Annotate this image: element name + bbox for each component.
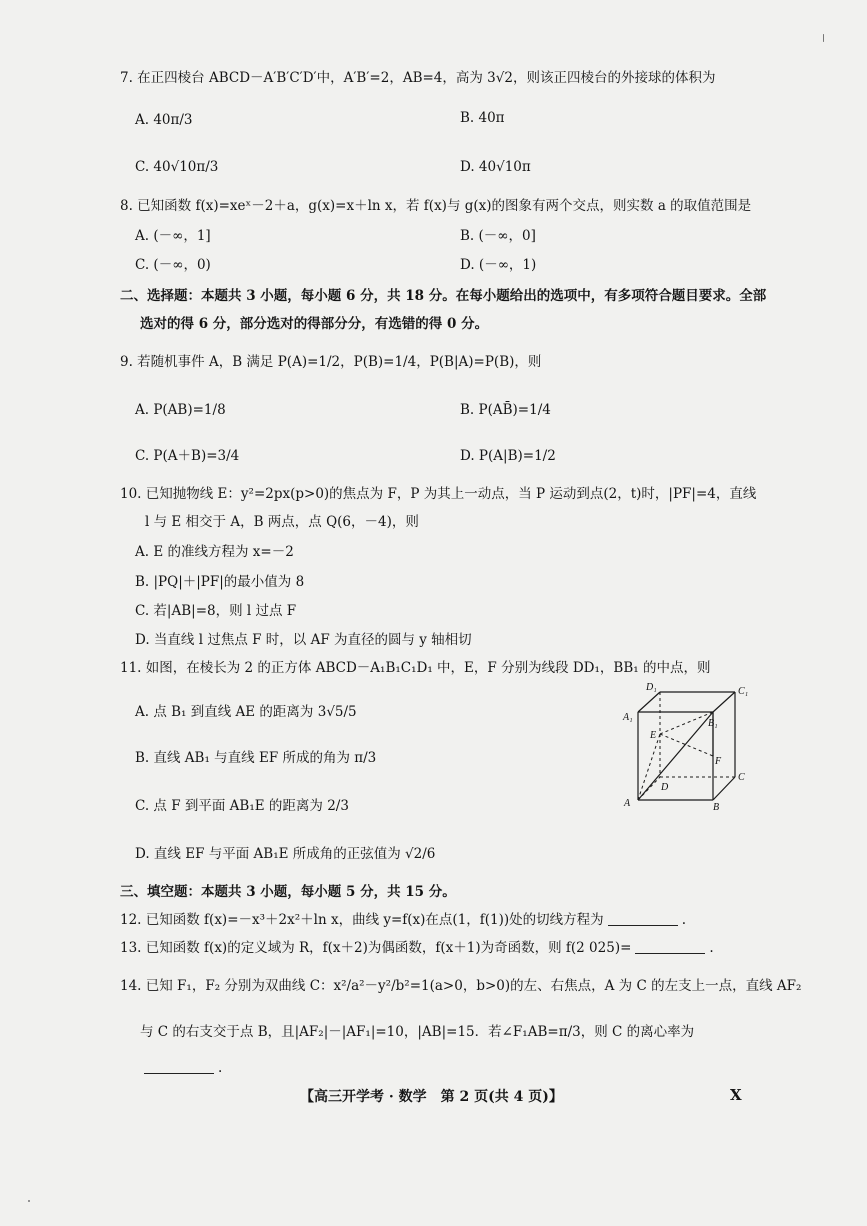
q8-option-a: A. (－∞，1] [135,228,211,244]
q13-answer-blank [635,939,705,954]
q9-option-a: A. P(AB)=1/8 [135,402,226,418]
q12-answer-blank [608,911,678,926]
q11-option-c: C. 点 F 到平面 AB₁E 的距离为 2/3 [135,798,349,814]
label-f: F [715,756,722,767]
label-a1: A₁ [623,712,633,723]
q14-stem-line2: 与 C 的右支交于点 B，且|AF₂|－|AF₁|=10，|AB|=15．若∠F₁AB=π/3，则 C 的离心率为 [140,1024,695,1040]
cube-figure [620,682,755,812]
q10-stem-line2: l 与 E 相交于 A，B 两点，点 Q(6，－4)，则 [145,514,419,530]
q7-option-c: C. 40√10π/3 [135,159,219,175]
section3-heading: 三、填空题：本题共 3 小题，每小题 5 分，共 15 分。 [120,884,456,900]
q9-stem: 9. 若随机事件 A，B 满足 P(A)=1/2，P(B)=1/4，P(B|A)=P(B)，则 [120,354,542,370]
page-footer: 【高三开学考 · 数学 第 2 页(共 4 页)】 [300,1089,563,1105]
q14-stem-line1: 14. 已知 F₁，F₂ 分别为双曲线 C：x²/a²－y²/b²=1(a>0，b>0)的左、右焦点，A 为 C 的左支上一点，直线 AF₂ [120,978,802,994]
section2-heading-line2: 选对的得 6 分，部分选对的得部分分，有选错的得 0 分。 [140,316,489,332]
label-b1: B₁ [708,718,718,729]
label-c1: C₁ [738,686,749,697]
q14-answer-blank [144,1059,214,1074]
q10-option-c: C. 若|AB|=8，则 l 过点 F [135,603,297,619]
q12-stem: 12. 已知函数 f(x)=－x³＋2x²＋ln x，曲线 y=f(x)在点(1，f(1))处的切线方程为 [120,912,604,928]
q14-answer-line: . [140,1058,222,1078]
q12-line: 12. 已知函数 f(x)=－x³＋2x²＋ln x，曲线 y=f(x)在点(1，f(1))处的切线方程为 . [120,912,686,928]
q10-stem-line1: 10. 已知抛物线 E：y²=2px(p>0)的焦点为 F，P 为其上一动点，当 P 运动到点(2，t)时，|PF|=4，直线 [120,486,757,502]
q11-option-d: D. 直线 EF 与平面 AB₁E 所成角的正弦值为 √2/6 [135,846,436,862]
q8-option-b: B. (－∞，0] [460,228,536,244]
q10-option-b: B. |PQ|＋|PF|的最小值为 8 [135,574,305,590]
q11-option-a: A. 点 B₁ 到直线 AE 的距离为 3√5/5 [135,704,357,720]
q11-option-b: B. 直线 AB₁ 与直线 EF 所成的角为 π/3 [135,750,377,766]
q8-option-d: D. (－∞，1) [460,257,537,273]
cube-diagram [620,682,755,812]
q9-option-c: C. P(A＋B)=3/4 [135,448,240,464]
label-c: C [738,772,745,783]
q7-option-d: D. 40√10π [460,159,531,175]
q10-option-a: A. E 的准线方程为 x=－2 [135,544,294,560]
paper-version-mark: X [730,1086,742,1104]
q11-stem: 11. 如图，在棱长为 2 的正方体 ABCD－A₁B₁C₁D₁ 中，E，F 分别为线段 DD₁，BB₁ 的中点，则 [120,660,711,676]
q9-option-d: D. P(A|B)=1/2 [460,448,556,464]
label-a: A [624,798,631,809]
section2-heading-line1: 二、选择题：本题共 3 小题，每小题 6 分，共 18 分。在每小题给出的选项中，有多项符合题目要求。全部 [120,288,767,304]
q8-option-c: C. (－∞，0) [135,257,211,273]
q7-stem: 7. 在正四棱台 ABCD－A′B′C′D′中，A′B′=2，AB=4，高为 3√2，则该正四棱台的外接球的体积为 [120,70,716,86]
label-d: D [661,782,669,793]
label-d1: D₁ [646,682,657,693]
q9-option-b: B. P(AB̄)=1/4 [460,402,551,418]
q8-stem: 8. 已知函数 f(x)=xeˣ－2＋a，g(x)=x＋ln x，若 f(x)与 g(x)的图象有两个交点，则实数 a 的取值范围是 [120,198,752,214]
q13-stem: 13. 已知函数 f(x)的定义域为 R，f(x＋2)为偶函数，f(x＋1)为奇函数，则 f(2 025)= [120,940,632,956]
label-b: B [713,802,720,812]
q13-line: 13. 已知函数 f(x)的定义域为 R，f(x＋2)为偶函数，f(x＋1)为奇函数，则 f(2 025)= . [120,940,714,956]
scan-speck [28,1200,30,1202]
label-e: E [650,730,657,741]
q7-option-b: B. 40π [460,110,505,126]
q7-option-a: A. 40π/3 [135,112,193,128]
q10-option-d: D. 当直线 l 过焦点 F 时，以 AF 为直径的圆与 y 轴相切 [135,632,472,648]
scan-speck [823,34,824,42]
